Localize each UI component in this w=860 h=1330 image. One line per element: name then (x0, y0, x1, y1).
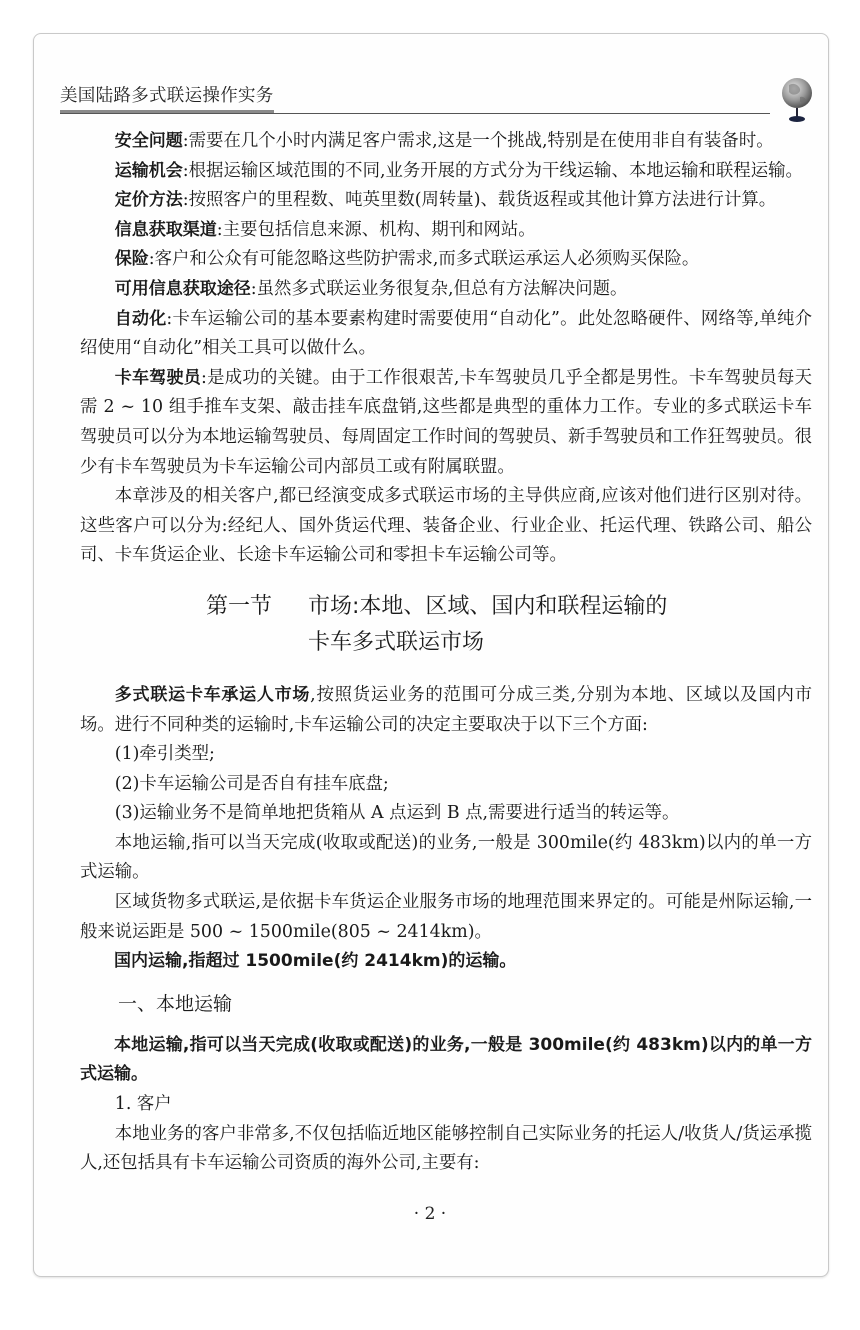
page-number: · 2 · (413, 1204, 447, 1224)
separator: : (216, 219, 223, 240)
separator: : (201, 367, 207, 388)
separator: : (148, 249, 155, 270)
section-number: 第一节 (206, 593, 273, 619)
paragraph-info-channels (80, 216, 812, 246)
lead-text: ,按照货运业务的范围可分成三类,分别为本地、区域以及国内市场。进行不同种类的运输时,卡车运输公司的决定主要取决于以下三个方面: (80, 684, 813, 735)
paragraph-automation (80, 305, 812, 364)
header-rule (60, 113, 770, 114)
paragraph-national-definition: 国内运输,指超过 1500mile(约 2414km)的运输。 (114, 951, 517, 972)
item-heading-customers: 1. 客户 (114, 1094, 172, 1115)
term-info-channels: 信息获取渠道 (114, 219, 217, 240)
subsection-heading: 一、本地运输 (118, 992, 233, 1015)
paragraph-local-bold-definition: 本地运输,指可以当天完成(收取或配送)的业务,一般是 300mile(约 483km)以内的单一方式运输。 (80, 1034, 812, 1085)
separator: : (182, 190, 189, 211)
running-header (60, 82, 274, 114)
term-info-access: 可用信息获取途径 (114, 278, 251, 299)
definition-text: 需要在几个小时内满足客户需求,这是一个挑战,特别是在使用非自有装备时。 (188, 131, 774, 151)
definition-text: 虽然多式联运业务很复杂,但总有方法解决问题。 (256, 278, 628, 299)
paragraph-regional-definition: 区域货物多式联运,是依据卡车货运企业服务市场的地理范围来界定的。可能是州际运输,一般来说运距是 500 ~ 1500mile(805 ~ 2414km)。 (80, 892, 812, 942)
section-title-line1: 市场:本地、区域、国内和联程运输的 (308, 593, 668, 619)
term-automation: 自动化 (114, 308, 167, 329)
separator: : (182, 160, 189, 181)
term-insurance: 保险 (114, 249, 149, 270)
section-heading (80, 589, 812, 661)
definition-text: 根据运输区域范围的不同,业务开展的方式分为干线运输、本地运输和联程运输。 (188, 160, 803, 181)
term-drivers: 卡车驾驶员 (114, 367, 201, 388)
list-item: (1)牵引类型; (114, 744, 215, 765)
paragraph-insurance (80, 245, 812, 275)
term-carrier-market: 多式联运卡车承运人市场 (114, 684, 311, 705)
paragraph-market-lead (80, 681, 812, 740)
definition-text: 是成功的关键。由于工作很艰苦,卡车驾驶员几乎全都是男性。卡车驾驶员每天需 2 ~ 10 组手推车支架、敲击挂车底盘销,这些都是典型的重体力工作。专业的多式联运卡车驾驶员可以分为本地运输驾驶员、每周固定工作时间的驾驶员、新手驾驶员和工作狂驾驶员。很少有卡车驾驶员为卡车运输公司内部员工或有附属联盟。 (80, 367, 812, 477)
separator: : (166, 308, 173, 329)
paragraph-safety (80, 127, 812, 157)
page-body (80, 127, 812, 1179)
paragraph-info-access (80, 275, 812, 305)
definition-text: 卡车运输公司的基本要素构建时需要使用“自动化”。此处忽略硬件、网络等,单纯介绍使用“自动化”相关工具可以做什么。 (80, 308, 812, 359)
paragraph-local-definition: 本地运输,指可以当天完成(收取或配送)的业务,一般是 300mile(约 483km)以内的单一方式运输。 (80, 832, 812, 883)
paragraph-local-customers: 本地业务的客户非常多,不仅包括临近地区能够控制自己实际业务的托运人/收货人/货运承揽人,还包括具有卡车运输公司资质的海外公司,主要有: (80, 1123, 812, 1174)
running-title: 美国陆路多式联运操作实务 (60, 86, 274, 106)
definition-text: 按照客户的里程数、吨英里数(周转量)、载货返程或其他计算方法进行计算。 (188, 190, 777, 211)
paragraph-customers-overview: 本章涉及的相关客户,都已经演变成多式联运市场的主导供应商,应该对他们进行区别对待。这些客户可以分为:经纪人、国外货运代理、装备企业、行业企业、托运代理、铁路公司、船公司、卡车货运企业、长途卡车运输公司和零担卡车运输公司等。 (80, 486, 812, 566)
definition-text: 主要包括信息来源、机构、期刊和网站。 (222, 219, 536, 240)
globe-icon (775, 75, 815, 125)
term-opportunity: 运输机会 (114, 160, 183, 181)
paragraph-drivers (80, 364, 812, 482)
list-item: (2)卡车运输公司是否自有挂车底盘; (114, 773, 389, 794)
paragraph-opportunity (80, 157, 812, 187)
separator: : (250, 278, 257, 299)
section-title-line2: 卡车多式联运市场 (308, 629, 485, 655)
paragraph-pricing (80, 186, 812, 216)
definition-text: 客户和公众有可能忽略这些防护需求,而多式联运承运人必须购买保险。 (154, 249, 700, 270)
separator: : (182, 131, 189, 151)
list-item: (3)运输业务不是简单地把货箱从 A 点运到 B 点,需要进行适当的转运等。 (114, 803, 680, 824)
term-safety: 安全问题 (114, 131, 183, 151)
term-pricing: 定价方法 (114, 190, 183, 211)
